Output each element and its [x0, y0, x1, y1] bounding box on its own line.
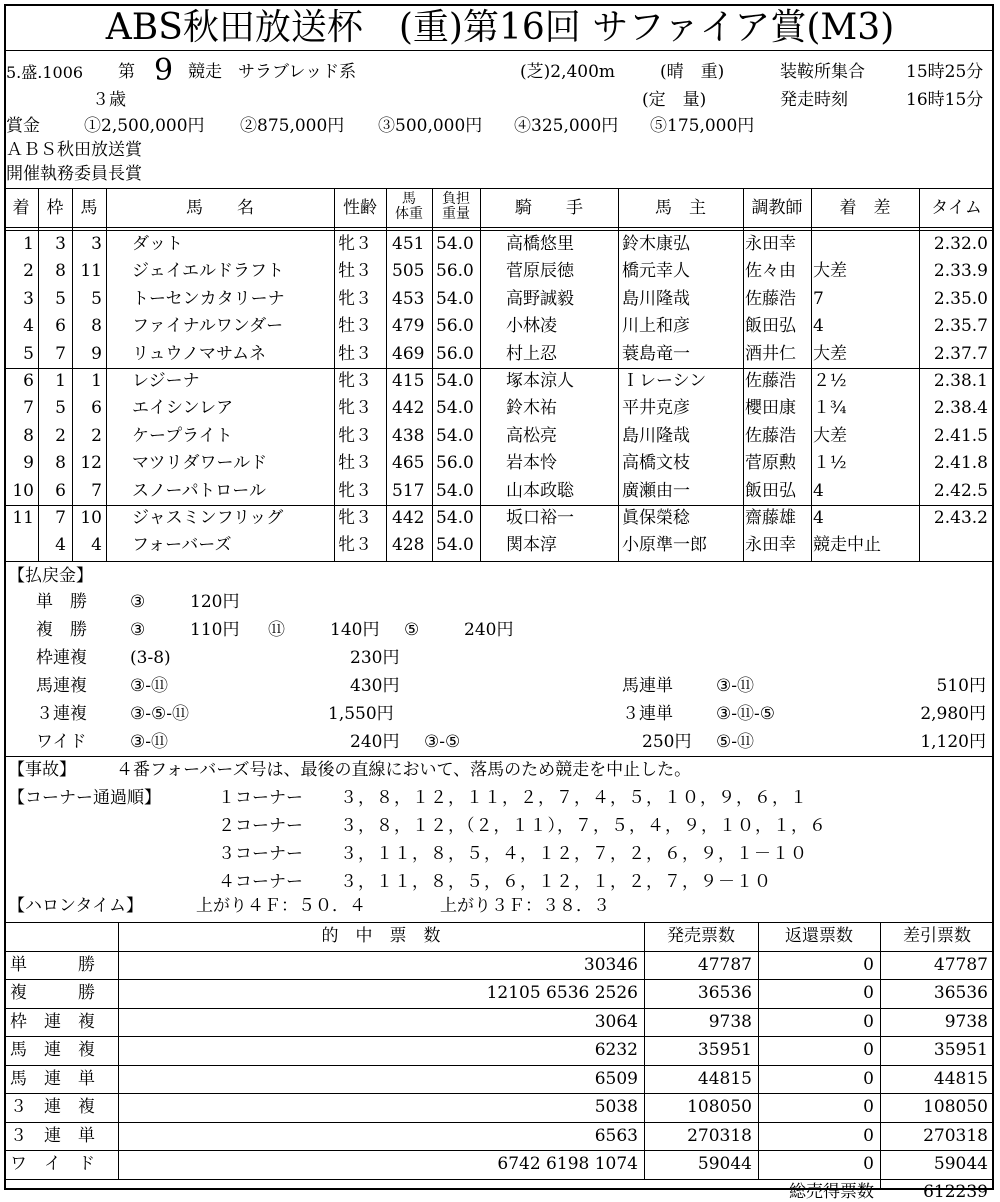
- owner-cell: 小原準一郎: [622, 535, 707, 555]
- sales-header-sold: 発売票数: [667, 926, 735, 946]
- sales-hit-cell: 3064: [594, 1012, 638, 1032]
- weight-cell: 438: [392, 426, 425, 446]
- rank-cell: 7: [23, 398, 34, 418]
- owner-cell: 鈴木康弘: [622, 234, 690, 254]
- fukusho-label: 複 勝: [36, 620, 87, 640]
- results-col-line: [106, 188, 107, 561]
- time-cell: 2.33.9: [933, 261, 988, 281]
- frame-cell: 1: [55, 371, 66, 391]
- sales-row-line: [4, 1093, 994, 1094]
- col-header-jockey: 騎 手: [515, 198, 583, 218]
- prize-2: ②875,000円: [240, 116, 345, 136]
- jockey-cell: 鈴木祐: [506, 398, 557, 418]
- sales-hit-cell: 6563: [594, 1126, 638, 1146]
- race-breed: サラブレッド系: [238, 62, 357, 82]
- trainer-cell: 佐藤浩: [745, 371, 796, 391]
- sales-net-cell: 44815: [933, 1069, 988, 1089]
- wakuren-comb: (3-8): [130, 648, 171, 668]
- burden-cell: 56.0: [436, 316, 474, 336]
- prize-4: ④325,000円: [514, 116, 619, 136]
- jockey-cell: 塚本涼人: [506, 371, 574, 391]
- results-col-line: [743, 188, 744, 561]
- wide-amount-3: 1,120円: [920, 732, 986, 752]
- corner-order: ３，１１，８，５，４，１２，７，２，６，９，１－１０: [340, 844, 808, 864]
- trainer-cell: 佐藤浩: [745, 289, 796, 309]
- col-header-weight-bottom: 体重: [395, 206, 423, 222]
- umaren-comb: ③-⑪: [130, 676, 168, 696]
- sales-refund-cell: 0: [863, 1012, 874, 1032]
- sales-header-refund: 返還票数: [785, 926, 853, 946]
- owner-cell: 島川隆哉: [622, 426, 690, 446]
- accident-label: 【事故】: [8, 760, 76, 780]
- results-col-line: [386, 188, 387, 561]
- burden-cell: 56.0: [436, 261, 474, 281]
- horse-name-cell: リュウノマサムネ: [132, 344, 267, 364]
- sales-type-cell: 複 勝: [10, 983, 95, 1003]
- trainer-cell: 齋藤雄: [745, 508, 796, 528]
- trainer-cell: 菅原勲: [745, 453, 796, 473]
- margin-cell: １½: [813, 453, 847, 473]
- weight-cell: 505: [392, 261, 425, 281]
- frame-cell: 4: [55, 535, 66, 555]
- owner-cell: Ｉレーシン: [622, 371, 707, 391]
- results-header-line-2: [4, 230, 994, 231]
- race-dai: 第: [118, 62, 135, 82]
- col-header-sexage: 性齢: [343, 198, 377, 218]
- race-course: (芝)2,400m: [520, 62, 616, 82]
- horse-name-cell: ダット: [132, 234, 183, 254]
- frame-cell: 6: [55, 316, 66, 336]
- sales-sold-cell: 44815: [697, 1069, 752, 1089]
- owner-cell: 橋元幸人: [622, 261, 690, 281]
- fukusho-comb-3: ⑤: [404, 620, 420, 640]
- sales-type-cell: 馬 連 複: [10, 1040, 95, 1060]
- fukusho-amount-3: 240円: [464, 620, 514, 640]
- trifecta-comb: ③-⑪-⑤: [716, 704, 775, 724]
- owner-cell: 高橋文枝: [622, 453, 690, 473]
- wide-comb-2: ③-⑤: [424, 732, 461, 752]
- last-4f: 上がり４Ｆ：５０．４: [196, 896, 366, 916]
- umatan-label: 馬連単: [622, 676, 673, 696]
- col-header-rank: 着: [12, 198, 30, 218]
- horse-name-cell: マツリダワールド: [132, 453, 268, 473]
- jockey-cell: 高野誠毅: [506, 289, 574, 309]
- frame-cell: 5: [55, 289, 66, 309]
- time-cell: 2.35.7: [933, 316, 988, 336]
- owner-cell: 平井克彦: [622, 398, 690, 418]
- jockey-cell: 高松亮: [506, 426, 557, 446]
- sales-type-cell: ３ 連 複: [10, 1097, 95, 1117]
- margin-cell: 競走中止: [813, 535, 881, 555]
- sales-sold-cell: 59044: [697, 1154, 752, 1174]
- col-header-burden: [432, 192, 480, 222]
- results-col-line: [432, 188, 433, 561]
- corner-name: ３コーナー: [218, 844, 303, 864]
- prize-1: ①2,500,000円: [84, 116, 205, 136]
- burden-cell: 54.0: [436, 234, 474, 254]
- assembly-label: 装鞍所集合: [780, 62, 865, 82]
- results-col-line: [811, 188, 812, 561]
- burden-cell: 56.0: [436, 344, 474, 364]
- col-header-number: 馬: [80, 198, 98, 218]
- time-cell: 2.32.0: [933, 234, 988, 254]
- sales-top-line: [4, 922, 994, 923]
- burden-cell: 54.0: [436, 481, 474, 501]
- wide-label: ワイド: [36, 732, 87, 752]
- margin-cell: 4: [813, 508, 824, 528]
- results-col-line: [618, 188, 619, 561]
- margin-cell: １¾: [813, 398, 847, 418]
- corner-label: 【コーナー通過順】: [8, 788, 161, 808]
- race-weight-rule: (定 量): [642, 90, 707, 110]
- margin-cell: 大差: [813, 261, 847, 281]
- trifecta-label: ３連単: [622, 704, 673, 724]
- sales-row-line: [4, 1150, 994, 1151]
- time-cell: 2.43.2: [933, 508, 988, 528]
- sexage-cell: 牝３: [338, 234, 372, 254]
- rank-cell: 5: [23, 344, 34, 364]
- sales-type-cell: ３ 連 単: [10, 1126, 95, 1146]
- frame-cell: 7: [55, 508, 66, 528]
- sales-row-line: [4, 1008, 994, 1009]
- time-cell: 2.38.4: [933, 398, 988, 418]
- time-cell: 2.42.5: [933, 481, 988, 501]
- burden-cell: 54.0: [436, 508, 474, 528]
- fukusho-comb-1: ③: [130, 620, 146, 640]
- horse-name-cell: ファイナルワンダー: [132, 316, 284, 336]
- award-1: ＡＢＳ秋田放送賞: [6, 140, 142, 160]
- umatan-comb: ③-⑪: [716, 676, 754, 696]
- sales-hit-cell: 6742 6198 1074: [497, 1154, 638, 1174]
- trainer-cell: 佐藤浩: [745, 426, 796, 446]
- rank-cell: 10: [12, 481, 34, 501]
- weight-cell: 465: [392, 453, 425, 473]
- horse-name-cell: ケープライト: [132, 426, 233, 446]
- sales-header-hit: 的 中 票 数: [321, 926, 441, 946]
- jockey-cell: 山本政聡: [506, 481, 574, 501]
- horse-number-cell: 6: [91, 398, 102, 418]
- prize-3: ③500,000円: [378, 116, 483, 136]
- col-header-burden-top: 負担: [442, 191, 470, 207]
- sexage-cell: 牡３: [338, 261, 372, 281]
- award-2: 開催執務委員長賞: [6, 164, 142, 184]
- corner-name: １コーナー: [218, 788, 303, 808]
- sales-row-line: [4, 1065, 994, 1066]
- horse-name-cell: トーセンカタリーナ: [132, 289, 285, 309]
- col-header-time: タイム: [931, 198, 982, 218]
- sales-header-net: 差引票数: [903, 926, 971, 946]
- frame-cell: 7: [55, 344, 66, 364]
- rank-cell: 2: [23, 261, 34, 281]
- margin-cell: 4: [813, 316, 824, 336]
- trainer-cell: 櫻田康: [745, 398, 796, 418]
- col-header-burden-bottom: 重量: [442, 206, 470, 222]
- corner-order: ３，１１，８，５，６，１２，１，２，７，９－１０: [340, 872, 772, 892]
- wakuren-label: 枠連複: [36, 648, 87, 668]
- weight-cell: 453: [392, 289, 425, 309]
- trio-label: ３連複: [36, 704, 87, 724]
- burden-cell: 54.0: [436, 371, 474, 391]
- sexage-cell: 牡３: [338, 453, 372, 473]
- weight-cell: 428: [392, 535, 425, 555]
- race-weather: (晴 重): [660, 62, 725, 82]
- sales-sold-cell: 36536: [697, 983, 752, 1003]
- payout-header: 【払戻金】: [8, 566, 93, 586]
- sales-row-line: [4, 979, 994, 980]
- trainer-cell: 永田幸: [745, 535, 796, 555]
- fukusho-amount-1: 110円: [190, 620, 240, 640]
- rank-cell: 4: [23, 316, 34, 336]
- sales-hit-cell: 5038: [594, 1097, 638, 1117]
- frame-cell: 6: [55, 481, 66, 501]
- jockey-cell: 菅原辰徳: [506, 261, 574, 281]
- accident-text: ４番フォーバーズ号は、最後の直線において、落馬のため競走を中止した。: [116, 760, 692, 780]
- corner-order: ３，８，１２，（２，１１），７，５，４，９，１０，１，６: [340, 816, 827, 836]
- trifecta-amount: 2,980円: [920, 704, 986, 724]
- furlong-label: 【ハロンタイム】: [8, 896, 143, 916]
- sales-refund-cell: 0: [863, 955, 874, 975]
- sales-type-cell: 枠 連 複: [10, 1012, 95, 1032]
- corner-order: ３，８，１２，１１，２，７，４，５，１０，９，６，１: [340, 788, 808, 808]
- sales-refund-cell: 0: [863, 1126, 874, 1146]
- rank-cell: 3: [23, 289, 34, 309]
- wakuren-amount: 230円: [350, 648, 400, 668]
- tansho-amount: 120円: [190, 592, 240, 612]
- results-top-line: [4, 188, 994, 189]
- weight-cell: 517: [392, 481, 425, 501]
- weight-cell: 415: [392, 371, 425, 391]
- owner-cell: 眞保榮稔: [622, 508, 690, 528]
- start-time: 16時15分: [906, 90, 984, 110]
- horse-number-cell: 2: [91, 426, 102, 446]
- sales-hit-cell: 6232: [594, 1040, 638, 1060]
- sales-sold-cell: 9738: [708, 1012, 752, 1032]
- rank-cell: 11: [12, 508, 34, 528]
- frame-cell: 8: [55, 261, 66, 281]
- weight-cell: 442: [392, 398, 425, 418]
- horse-name-cell: ジャスミンフリッグ: [132, 508, 284, 528]
- weight-cell: 451: [392, 234, 425, 254]
- sales-net-cell: 47787: [933, 955, 988, 975]
- sales-net-cell: 59044: [933, 1154, 988, 1174]
- umaren-amount: 430円: [350, 676, 400, 696]
- fukusho-comb-2: ⑪: [268, 620, 285, 640]
- sales-body-bottom-line: [4, 1179, 994, 1180]
- sales-refund-cell: 0: [863, 1069, 874, 1089]
- rank-cell: 1: [23, 234, 34, 254]
- sales-hit-cell: 6509: [594, 1069, 638, 1089]
- sales-row-line: [4, 1122, 994, 1123]
- margin-cell: 大差: [813, 344, 847, 364]
- jockey-cell: 村上忍: [506, 344, 557, 364]
- sexage-cell: 牡３: [338, 316, 372, 336]
- weight-cell: 479: [392, 316, 425, 336]
- horse-name-cell: フォーバーズ: [132, 535, 232, 555]
- sales-net-cell: 9738: [944, 1012, 988, 1032]
- tansho-label: 単 勝: [36, 592, 87, 612]
- jockey-cell: 関本淳: [506, 535, 557, 555]
- sales-type-cell: ワ イ ド: [10, 1154, 95, 1174]
- results-header-line-1: [4, 227, 994, 228]
- page-frame: [4, 4, 994, 1190]
- race-age: ３歳: [92, 90, 126, 110]
- owner-cell: 川上和彦: [622, 316, 690, 336]
- sales-row-line: [4, 951, 994, 952]
- col-header-weight-top: 馬: [402, 191, 416, 207]
- umatan-amount: 510円: [936, 676, 986, 696]
- trainer-cell: 飯田弘: [745, 316, 796, 336]
- time-cell: 2.41.8: [933, 453, 988, 473]
- jockey-cell: 高橋悠里: [506, 234, 574, 254]
- trainer-cell: 永田幸: [745, 234, 796, 254]
- burden-cell: 54.0: [436, 535, 474, 555]
- prize-5: ⑤175,000円: [650, 116, 755, 136]
- margin-cell: 大差: [813, 426, 847, 446]
- horse-number-cell: 7: [91, 481, 102, 501]
- jockey-cell: 坂口裕一: [506, 508, 574, 528]
- umaren-label: 馬連複: [36, 676, 87, 696]
- col-header-owner: 馬 主: [655, 198, 706, 218]
- horse-number-cell: 8: [91, 316, 102, 336]
- race-kyoso: 競走: [188, 62, 222, 82]
- col-header-margin: 着 差: [839, 198, 891, 218]
- sexage-cell: 牝３: [338, 398, 372, 418]
- frame-cell: 8: [55, 453, 66, 473]
- sexage-cell: 牝３: [338, 508, 372, 528]
- horse-number-cell: 4: [91, 535, 102, 555]
- sexage-cell: 牡３: [338, 344, 372, 364]
- burden-cell: 54.0: [436, 398, 474, 418]
- frame-cell: 5: [55, 398, 66, 418]
- horse-name-cell: エイシンレア: [132, 398, 234, 418]
- rank-cell: 9: [23, 453, 34, 473]
- corner-name: ４コーナー: [218, 872, 303, 892]
- assembly-time: 15時25分: [906, 62, 984, 82]
- trainer-cell: 酒井仁: [745, 344, 796, 364]
- fukusho-amount-2: 140円: [330, 620, 380, 640]
- time-cell: 2.35.0: [933, 289, 988, 309]
- horse-number-cell: 1: [91, 371, 102, 391]
- time-cell: 2.37.7: [933, 344, 988, 364]
- horse-number-cell: 12: [80, 453, 102, 473]
- col-header-trainer: 調教師: [751, 198, 803, 218]
- col-header-weight: [386, 192, 432, 222]
- sales-refund-cell: 0: [863, 1154, 874, 1174]
- trio-comb: ③-⑤-⑪: [130, 704, 189, 724]
- sales-sold-cell: 47787: [697, 955, 752, 975]
- wide-amount-1: 240円: [350, 732, 400, 752]
- burden-cell: 56.0: [436, 453, 474, 473]
- results-group-line: [4, 505, 994, 506]
- sales-refund-cell: 0: [863, 1040, 874, 1060]
- sexage-cell: 牝３: [338, 371, 372, 391]
- jockey-cell: 小林凌: [506, 316, 557, 336]
- horse-number-cell: 3: [91, 234, 102, 254]
- corner-name: ２コーナー: [218, 816, 303, 836]
- margin-cell: 4: [813, 481, 824, 501]
- wide-comb-3: ⑤-⑪: [716, 732, 754, 752]
- sales-sold-cell: 35951: [697, 1040, 752, 1060]
- sales-refund-cell: 0: [863, 1097, 874, 1117]
- sales-type-cell: 馬 連 単: [10, 1069, 95, 1089]
- horse-number-cell: 5: [91, 289, 102, 309]
- sales-row-line: [4, 1036, 994, 1037]
- sales-total-value: 612239: [923, 1182, 988, 1202]
- col-header-frame: 枠: [46, 198, 64, 218]
- margin-cell: 7: [813, 289, 824, 309]
- trainer-cell: 飯田弘: [745, 481, 796, 501]
- title-divider: [4, 50, 994, 51]
- horse-name-cell: ジェイエルドラフト: [132, 261, 284, 281]
- sales-net-cell: 108050: [923, 1097, 988, 1117]
- start-label: 発走時刻: [780, 90, 848, 110]
- col-header-horse: 馬 名: [186, 198, 254, 218]
- sales-net-cell: 36536: [933, 983, 988, 1003]
- owner-cell: 廣瀬由一: [622, 481, 690, 501]
- burden-cell: 54.0: [436, 289, 474, 309]
- wide-comb-1: ③-⑪: [130, 732, 168, 752]
- sales-type-cell: 単 勝: [10, 955, 95, 975]
- last-3f: 上がり３Ｆ：３８．３: [440, 896, 610, 916]
- race-number: 9: [154, 53, 174, 88]
- trio-amount: 1,550円: [328, 704, 394, 724]
- sales-sold-cell: 108050: [687, 1097, 752, 1117]
- trainer-cell: 佐々由: [745, 261, 796, 281]
- horse-name-cell: レジーナ: [132, 371, 200, 391]
- sales-hit-cell: 30346: [583, 955, 638, 975]
- time-cell: 2.38.1: [933, 371, 988, 391]
- wide-amount-2: 250円: [642, 732, 692, 752]
- frame-cell: 2: [55, 426, 66, 446]
- weight-cell: 469: [392, 344, 425, 364]
- sexage-cell: 牝３: [338, 535, 372, 555]
- horse-number-cell: 10: [80, 508, 102, 528]
- results-group-line: [4, 368, 994, 369]
- sexage-cell: 牝３: [338, 289, 372, 309]
- results-col-line: [334, 188, 335, 561]
- tansho-comb: ③: [130, 592, 146, 612]
- margin-cell: ２½: [813, 371, 847, 391]
- frame-cell: 3: [55, 234, 66, 254]
- sales-sold-cell: 270318: [687, 1126, 752, 1146]
- horse-number-cell: 9: [91, 344, 102, 364]
- burden-cell: 54.0: [436, 426, 474, 446]
- page-title: ABS秋田放送杯 (重)第16回 サファイア賞(M3): [105, 7, 895, 48]
- owner-cell: 島川隆哉: [622, 289, 690, 309]
- results-col-line: [480, 188, 481, 561]
- sales-net-cell: 35951: [933, 1040, 988, 1060]
- sales-hit-cell: 12105 6536 2526: [486, 983, 638, 1003]
- jockey-cell: 岩本怜: [506, 453, 557, 473]
- payout-divider: [4, 756, 994, 757]
- sales-total-label: 総売得票数: [789, 1182, 874, 1202]
- rank-cell: 8: [23, 426, 34, 446]
- weight-cell: 442: [392, 508, 425, 528]
- prize-label: 賞金: [6, 116, 40, 136]
- sales-net-cell: 270318: [923, 1126, 988, 1146]
- time-cell: 2.41.5: [933, 426, 988, 446]
- race-code: 5.盛.1006: [6, 63, 84, 82]
- horse-name-cell: スノーパトロール: [132, 481, 266, 501]
- sales-refund-cell: 0: [863, 983, 874, 1003]
- horse-number-cell: 11: [80, 261, 102, 281]
- sexage-cell: 牝３: [338, 426, 372, 446]
- results-end-line: [4, 561, 994, 562]
- owner-cell: 蓑島竜一: [622, 344, 690, 364]
- sexage-cell: 牝３: [338, 481, 372, 501]
- rank-cell: 6: [23, 371, 34, 391]
